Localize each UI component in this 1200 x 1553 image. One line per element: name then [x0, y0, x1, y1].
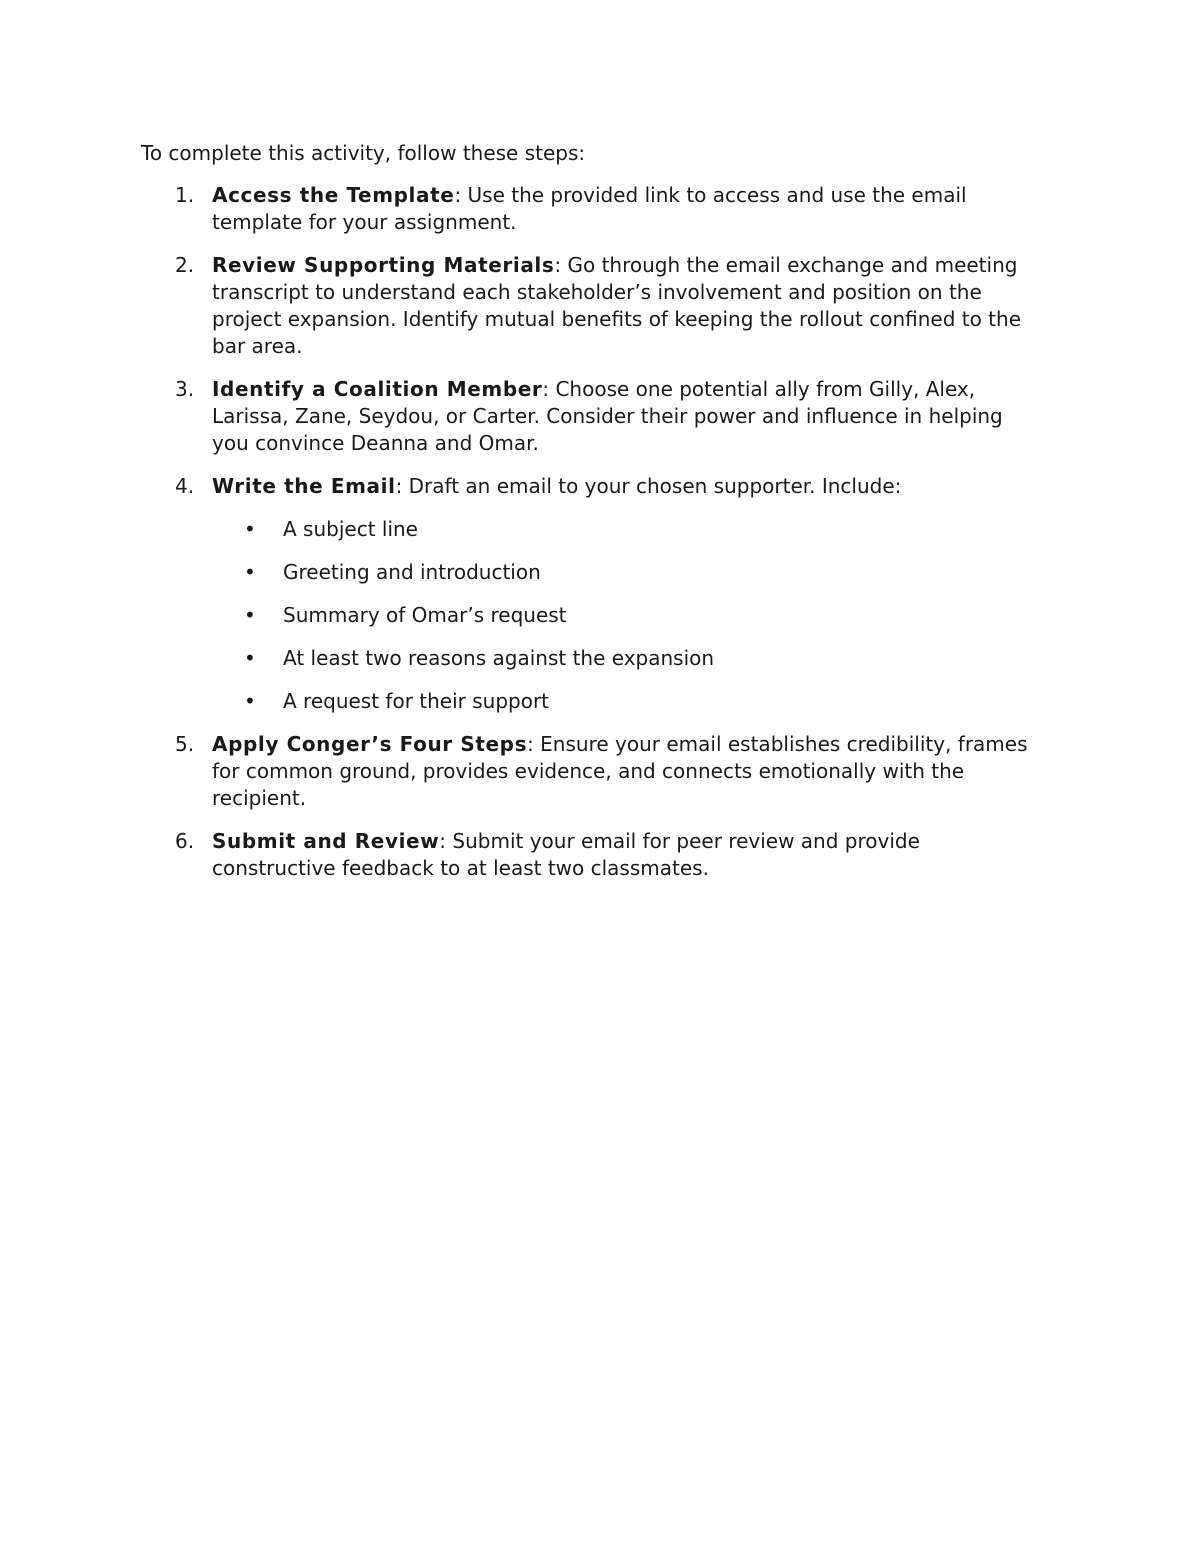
step-item-write-email	[141, 473, 1041, 715]
step-item-apply-conger	[141, 731, 1041, 812]
step-title: Submit and Review	[212, 829, 440, 853]
step-title: Review Supporting Materials	[212, 253, 555, 277]
bullet-icon: •	[244, 517, 256, 541]
email-requirements-list	[212, 516, 1041, 715]
list-item-text: Summary of Omar’s request	[283, 603, 567, 627]
step-number: 2.	[175, 253, 195, 277]
list-item-text: A request for their support	[283, 689, 550, 713]
step-number: 1.	[175, 183, 195, 207]
step-number: 4.	[175, 474, 195, 498]
step-number: 5.	[175, 732, 195, 756]
step-item-review-materials	[141, 252, 1041, 360]
step-number: 3.	[175, 377, 195, 401]
intro-text: To complete this activity, follow these steps:	[141, 141, 586, 165]
step-description: : Choose one potential ally from Gilly, Alex, Larissa, Zane, Seydou, or Carter. Consider their power and influence in helping you convince Deanna and Omar.	[212, 377, 1003, 455]
step-title: Identify a Coalition Member	[212, 377, 543, 401]
list-item	[212, 688, 1041, 715]
step-description: : Draft an email to your chosen supporter. Include:	[395, 474, 902, 498]
step-item-identify-coalition	[141, 376, 1041, 457]
bullet-icon: •	[244, 603, 256, 627]
list-item-text: At least two reasons against the expansion	[283, 646, 715, 670]
list-item	[212, 645, 1041, 672]
bullet-icon: •	[244, 646, 256, 670]
step-description: : Ensure your email establishes credibility, frames for common ground, provides evidence, and connects emotionally with the recipient.	[212, 732, 1028, 810]
step-title: Write the Email	[212, 474, 396, 498]
list-item-text: Greeting and introduction	[283, 560, 541, 584]
bullet-icon: •	[244, 560, 256, 584]
step-item-access-template	[141, 182, 1041, 236]
step-description: : Use the provided link to access and use the email template for your assignment.	[212, 183, 967, 234]
list-item	[212, 602, 1041, 629]
step-description: : Go through the email exchange and meeting transcript to understand each stakeholder’s involvement and position on the project expansion. Identify mutual benefits of keeping the rollout confined to the bar area.	[212, 253, 1022, 358]
step-description: : Submit your email for peer review and provide constructive feedback to at least two classmates.	[212, 829, 920, 880]
step-title: Access the Template	[212, 183, 455, 207]
step-item-submit-review	[141, 828, 1041, 882]
steps-list	[141, 182, 1041, 898]
list-item	[212, 559, 1041, 586]
bullet-icon: •	[244, 689, 256, 713]
list-item-text: A subject line	[283, 517, 418, 541]
list-item	[212, 516, 1041, 543]
step-number: 6.	[175, 829, 195, 853]
step-title: Apply Conger’s Four Steps	[212, 732, 528, 756]
